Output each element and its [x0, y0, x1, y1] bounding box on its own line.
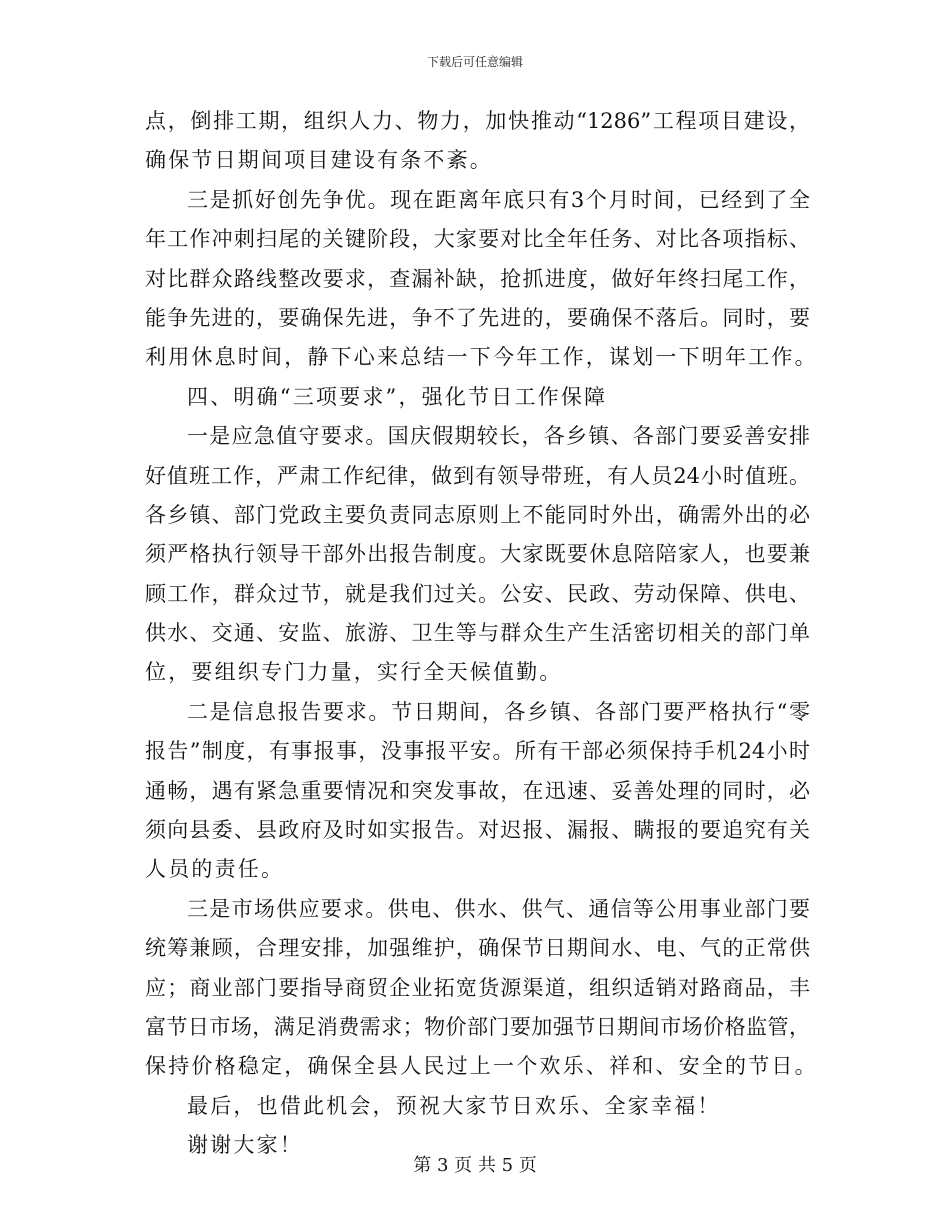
paragraph-line: 报告”制度，有事报事，没事报平安。所有干部必须保持手机24小时 — [145, 739, 810, 764]
paragraph-line: 应；商业部门要指导商贸企业拓宽货源渠道，组织适销对路商品，丰 — [145, 975, 810, 1000]
paragraph-line: 三是市场供应要求。供电、供水、供气、通信等公用事业部门要 — [187, 896, 810, 921]
closing-line: 最后，也借此机会，预祝大家节日欢乐、全家幸福！ — [187, 1093, 721, 1118]
page-number: 第 3 页 共 5 页 — [413, 1155, 537, 1176]
page-header-note: 下载后可任意编辑 — [426, 55, 523, 69]
paragraph-line: 对比群众路线整改要求，查漏补缺，抢抓进度，做好年终扫尾工作， — [145, 266, 810, 291]
paragraph-line: 点，倒排工期，组织人力、物力，加快推动“1286”工程项目建设， — [145, 109, 810, 133]
paragraph-line: 各乡镇、部门党政主要负责同志原则上不能同时外出，确需外出的必 — [145, 502, 810, 527]
document-body — [145, 102, 818, 1166]
thanks-line: 谢谢大家！ — [187, 1133, 303, 1158]
paragraph-line: 位，要组织专门力量，实行全天候值勤。 — [145, 660, 563, 685]
paragraph-line: 好值班工作，严肃工作纪律，做到有领导带班，有人员24小时值班。 — [145, 463, 810, 488]
paragraph-line: 须向县委、县政府及时如实报告。对迟报、漏报、瞒报的要追究有关 — [145, 818, 810, 843]
section-heading: 四、明确“三项要求”，强化节日工作保障 — [187, 384, 608, 409]
paragraph-line: 人员的责任。 — [145, 857, 285, 882]
paragraph-line: 二是信息报告要求。节日期间，各乡镇、各部门要严格执行“零 — [187, 699, 810, 724]
paragraph-line: 年工作冲刺扫尾的关键阶段，大家要对比全年任务、对比各项指标、 — [145, 227, 810, 252]
paragraph-line: 供水、交通、安监、旅游、卫生等与群众生产生活密切相关的部门单 — [145, 621, 810, 646]
paragraph-line: 利用休息时间，静下心来总结一下今年工作，谋划一下明年工作。 — [145, 345, 818, 370]
paragraph-line: 统筹兼顾，合理安排，加强维护，确保节日期间水、电、气的正常供 — [145, 936, 810, 961]
paragraph-line: 须严格执行领导干部外出报告制度。大家既要休息陪陪家人，也要兼 — [145, 542, 810, 567]
paragraph-line: 三是抓好创先争优。现在距离年底只有3个月时间，已经到了全 — [187, 187, 810, 212]
paragraph-line: 顾工作，群众过节，就是我们过关。公安、民政、劳动保障、供电、 — [145, 581, 810, 606]
paragraph-line: 确保节日期间项目建设有条不紊。 — [145, 148, 493, 173]
paragraph-line: 通畅，遇有紧急重要情况和突发事故，在迅速、妥善处理的同时，必 — [145, 778, 810, 803]
paragraph-line: 保持价格稳定，确保全县人民过上一个欢乐、祥和、安全的节日。 — [145, 1054, 818, 1079]
paragraph-line: 能争先进的，要确保先进，争不了先进的，要确保不落后。同时，要 — [145, 305, 810, 330]
paragraph-line: 一是应急值守要求。国庆假期较长，各乡镇、各部门要妥善安排 — [187, 424, 810, 449]
paragraph-line: 富节日市场，满足消费需求；物价部门要加强节日期间市场价格监管， — [145, 1014, 810, 1039]
